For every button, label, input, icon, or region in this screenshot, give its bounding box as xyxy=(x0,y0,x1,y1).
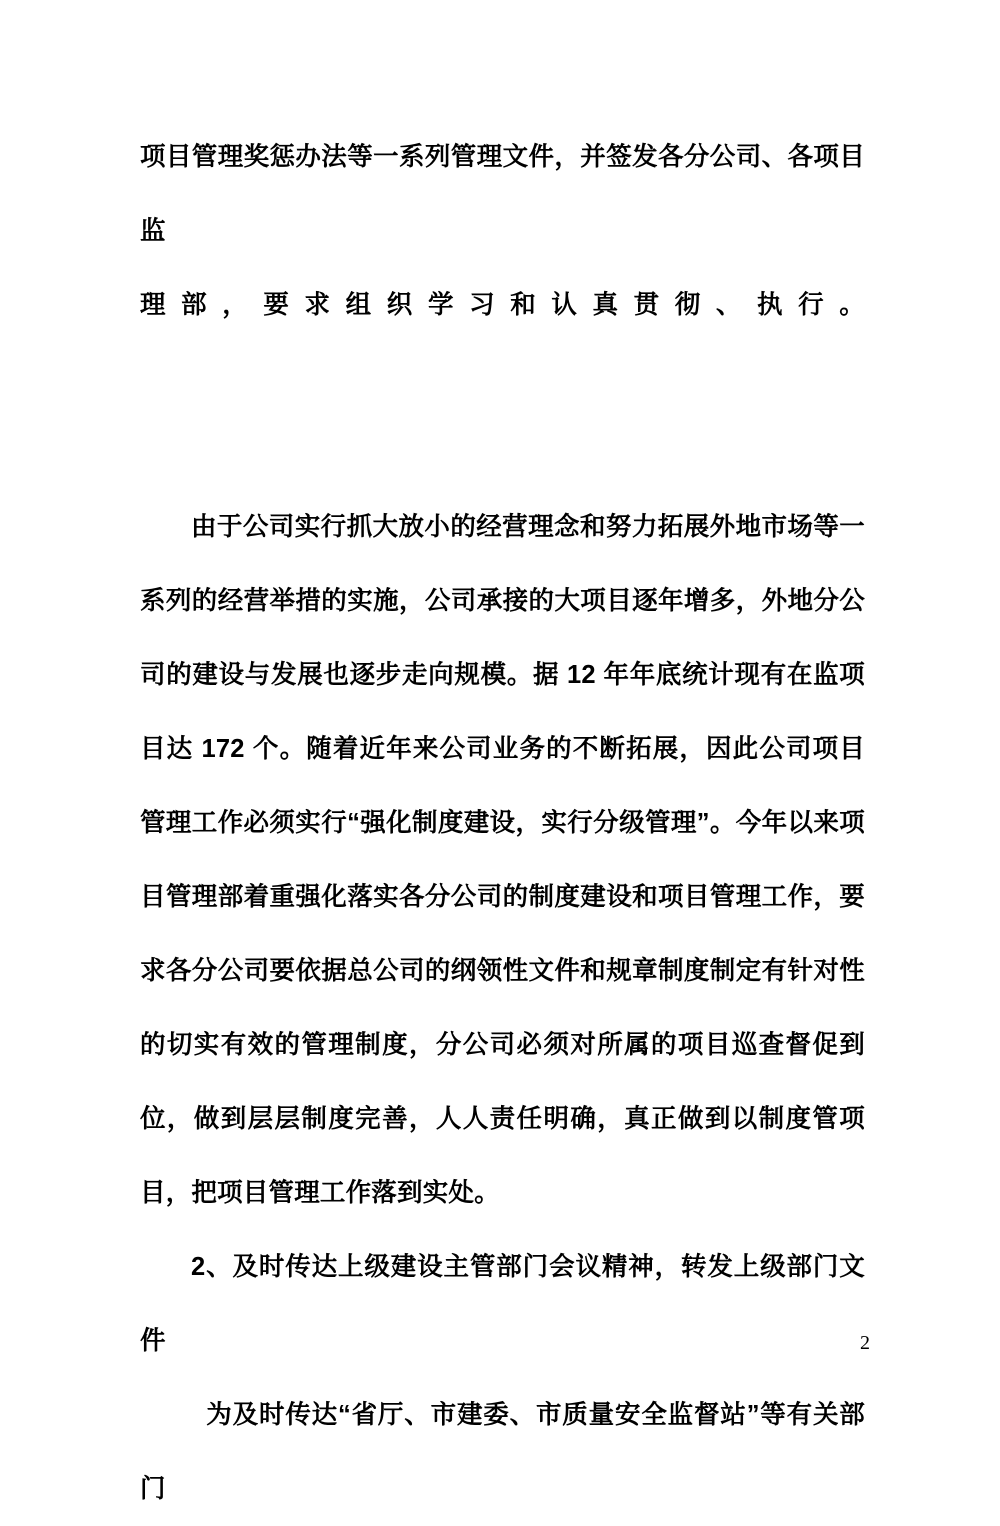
page-number: 2 xyxy=(860,1332,870,1354)
paragraph-heading-item-2: 2、及时传达上级建设主管部门会议精神，转发上级部门文件 xyxy=(140,1253,865,1355)
paragraph-spacer xyxy=(140,416,865,490)
paragraph-continuation-line1: 项目管理奖惩办法等一系列管理文件，并签发各分公司、各项目监 xyxy=(140,143,865,245)
paragraph-body-transmit: 为及时传达“省厅、市建委、市质量安全监督站”等有关部门 xyxy=(140,1401,865,1503)
paragraph-body-operations: 由于公司实行抓大放小的经营理念和努力拓展外地市场等一系列的经营举措的实施，公司承接的大项目逐年增多，外地分公司的建设与发展也逐步走向规模。据 12 年年底统计现有在监项目达 172 个。随着近年来公司业务的不断拓展，因此公司项目管理工作必须实行“强化制度建设，实行分级管理”。今年以来项目管理部着重强化落实各分公司的制度建设和项目管理工作，要求各分公司要依据总公司的纲领性文件和规章制度制定有针对性的切实有效的管理制度，分公司必须对所属的项目巡查督促到位，做到层层制度完善，人人责任明确，真正做到以制度管项目，把项目管理工作落到实处。 xyxy=(140,513,865,1207)
justified-line: 理部，要求组织学习和认真贯彻、执行。 xyxy=(140,291,865,319)
paragraph-continuation-line2 xyxy=(140,268,865,416)
document-body xyxy=(140,120,865,1526)
